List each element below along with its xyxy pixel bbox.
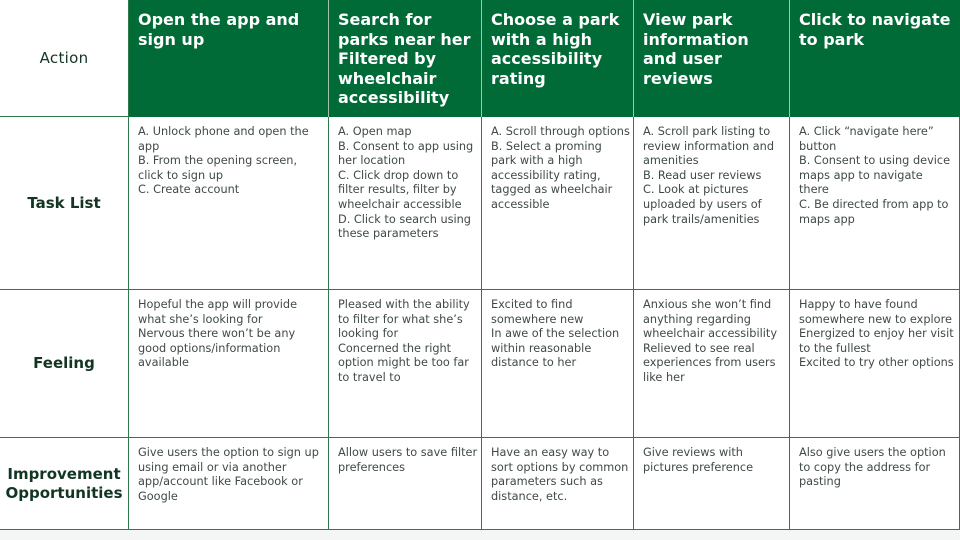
cell-line: B. From the opening screen, click to sign up — [138, 154, 301, 182]
cell-line: B. Consent to using device maps app to navigate there — [799, 154, 954, 197]
cell-line: A. Open map — [338, 125, 412, 138]
cell-line: Relieved to see real experiences from users like her — [643, 341, 780, 384]
feeling-cell — [634, 290, 790, 438]
feeling-cell — [329, 290, 482, 438]
row-label-feeling: Feeling — [0, 290, 129, 438]
cell-line: D. Click to search using these parameters — [338, 212, 475, 241]
cell-line: B. Select a proming park with a high accessibility rating, tagged as wheelchair accessible — [491, 139, 616, 211]
improvement-cell — [634, 438, 790, 530]
cell-line: In awe of the selection within reasonable distance to her — [491, 327, 623, 370]
improvement-cell — [482, 438, 634, 530]
row-label-improvement: Improvement Opportunities — [0, 438, 129, 530]
cell-line: C. Look at pictures uploaded by users of park trails/amenities — [643, 183, 766, 226]
row-label-task-list: Task List — [0, 117, 129, 290]
cell-line: Happy to have found somewhere new to explore — [799, 298, 952, 326]
cell-line: A. Scroll park listing to review information and amenities — [643, 125, 778, 168]
improvement-cell — [790, 438, 960, 530]
action-step-2: Search for parks near her Filtered by wheelchair accessibility — [329, 0, 482, 117]
feeling-cell — [790, 290, 960, 438]
cell-line: Pleased with the ability to filter for what she’s looking for — [338, 298, 474, 341]
cell-line: B. Read user reviews — [643, 168, 762, 182]
improvement-cell — [129, 438, 329, 530]
action-step-1: Open the app and sign up — [129, 0, 329, 117]
action-step-5: Click to navigate to park — [790, 0, 960, 117]
cell-line: Excited to find somewhere new — [491, 298, 584, 326]
task-list-cell — [482, 117, 634, 290]
cell-line: A. Unlock phone and open the app — [138, 125, 313, 153]
cell-line: Have an easy way to sort options by common parameters such as distance, etc. — [491, 446, 632, 503]
cell-line: A. Click “navigate here” button — [799, 125, 938, 153]
cell-line: Concerned the right option might be too far to travel to — [338, 341, 473, 384]
feeling-cell — [129, 290, 329, 438]
cell-line: Excited to try other options — [799, 356, 954, 370]
cell-line: Allow users to save filter preferences — [338, 446, 481, 474]
task-list-cell — [790, 117, 960, 290]
cell-line: Anxious she won’t find anything regarding wheelchair accessibility — [643, 298, 778, 341]
cell-line: B. Consent to app using her location — [338, 139, 477, 168]
task-list-cell — [634, 117, 790, 290]
cell-line: Give reviews with pictures preference — [643, 446, 754, 474]
task-list-cell — [329, 117, 482, 290]
feeling-cell — [482, 290, 634, 438]
task-list-cell — [129, 117, 329, 290]
cell-line: C. Create account — [138, 183, 240, 197]
cell-line: Nervous there won’t be any good options/information available — [138, 327, 299, 370]
row-label-action: Action — [0, 0, 129, 117]
action-step-3: Choose a park with a high accessibility rating — [482, 0, 634, 117]
cell-line: A. Scroll through options — [491, 125, 630, 138]
cell-line: Hopeful the app will provide what she’s looking for — [138, 298, 301, 326]
cell-line: Give users the option to sign up using email or via another app/account like Facebook or Google — [138, 446, 323, 503]
action-step-4: View park information and user reviews — [634, 0, 790, 117]
improvement-cell — [329, 438, 482, 530]
cell-line: C. Be directed from app to maps app — [799, 197, 953, 226]
cell-line: Energized to enjoy her visit to the fullest — [799, 327, 958, 355]
bottom-strip — [0, 530, 960, 540]
cell-line: Also give users the option to copy the address for pasting — [799, 446, 950, 489]
cell-line: C. Click drop down to filter results, filter by wheelchair accessible — [338, 168, 462, 211]
